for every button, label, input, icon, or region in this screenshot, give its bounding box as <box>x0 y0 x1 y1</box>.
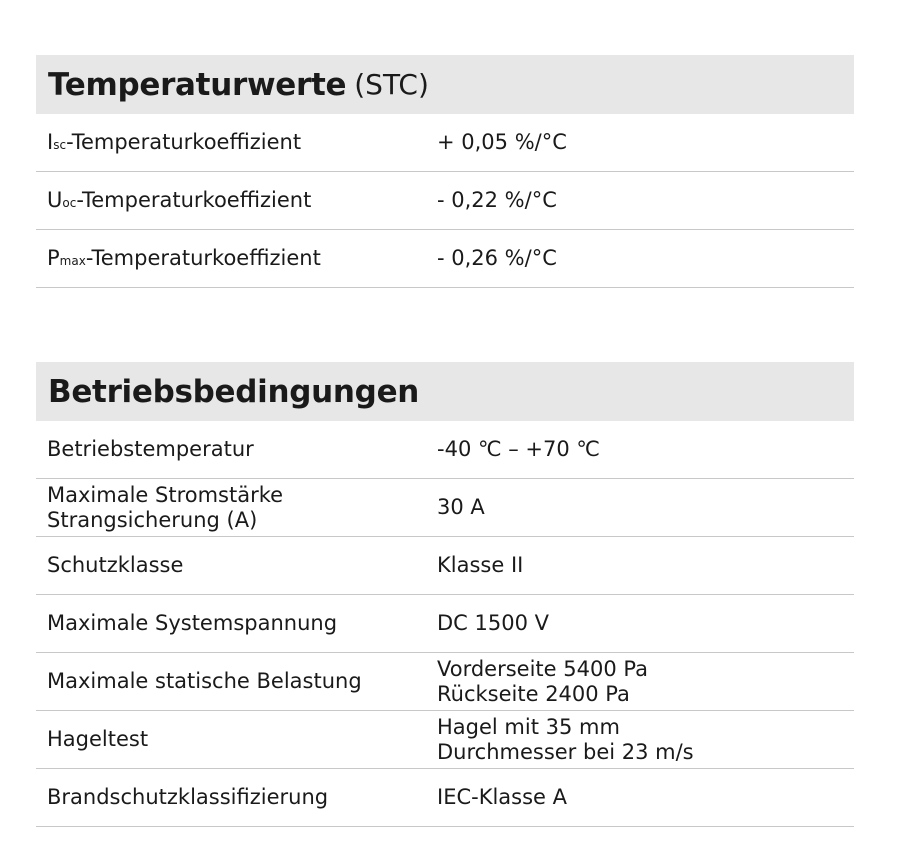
table-row <box>36 172 854 230</box>
row-label <box>36 553 435 577</box>
section-title-suffix: (STC) <box>354 68 429 101</box>
value-line: DC 1500 V <box>437 611 549 636</box>
table-row <box>36 230 854 288</box>
temperaturwerte-section <box>36 55 854 288</box>
label-rest: -Temperaturkoeffizient <box>85 246 321 271</box>
row-label <box>36 188 435 212</box>
row-value <box>435 657 854 705</box>
label-prefix: P <box>47 246 60 271</box>
value-line: Rückseite 2400 Pa <box>437 681 630 706</box>
row-label <box>36 130 435 154</box>
row-value <box>435 785 854 809</box>
label-rest: -Temperaturkoeffizient <box>66 130 302 155</box>
label-line: Maximale statische Belastung <box>47 669 362 694</box>
label-line: Strangsicherung (A) <box>47 507 258 532</box>
value-line: IEC-Klasse A <box>437 785 568 810</box>
table-row <box>36 769 854 827</box>
row-value: + 0,05 %/°C <box>437 130 567 155</box>
row-value <box>435 715 854 763</box>
value-line: Hagel mit 35 mm <box>437 715 620 740</box>
value-line: -40 ℃ – +70 ℃ <box>437 437 600 462</box>
row-value <box>435 553 854 577</box>
table-row <box>36 421 854 479</box>
row-value <box>435 611 854 635</box>
label-subscript: sc <box>53 138 67 153</box>
section-title: Betriebsbedingungen <box>48 373 420 410</box>
row-value <box>435 495 854 519</box>
label-line: Maximale Systemspannung <box>47 611 338 636</box>
row-value: - 0,26 %/°C <box>437 246 557 271</box>
label-line: Betriebstemperatur <box>47 437 254 462</box>
value-line: 30 A <box>437 495 485 520</box>
label-rest: -Temperaturkoeffizient <box>76 188 312 213</box>
table-row <box>36 479 854 537</box>
table-row <box>36 595 854 653</box>
value-line: Durchmesser bei 23 m/s <box>437 739 694 764</box>
label-prefix: U <box>47 188 63 213</box>
value-line: Klasse II <box>437 553 524 578</box>
table-row <box>36 653 854 711</box>
value-line: Vorderseite 5400 Pa <box>437 657 648 682</box>
row-label <box>36 727 435 751</box>
table-row <box>36 711 854 769</box>
label-line: Schutzklasse <box>47 553 184 578</box>
label-prefix: I <box>47 130 54 155</box>
label-subscript: oc <box>62 196 77 211</box>
section-title: Temperaturwerte <box>48 66 347 103</box>
table-row <box>36 537 854 595</box>
label-subscript: max <box>59 254 86 269</box>
betriebsbedingungen-section <box>36 362 854 827</box>
section-header <box>36 55 854 114</box>
row-label <box>36 437 435 461</box>
label-line: Brandschutzklassifizierung <box>47 785 329 810</box>
row-label <box>36 669 435 693</box>
row-label <box>36 785 435 809</box>
row-label <box>36 246 435 270</box>
section-header <box>36 362 854 421</box>
row-label <box>36 611 435 635</box>
table-row <box>36 114 854 172</box>
row-value: - 0,22 %/°C <box>437 188 557 213</box>
label-line: Maximale Stromstärke <box>47 483 284 508</box>
row-label <box>36 483 435 531</box>
row-value <box>435 437 854 461</box>
label-line: Hageltest <box>47 727 149 752</box>
